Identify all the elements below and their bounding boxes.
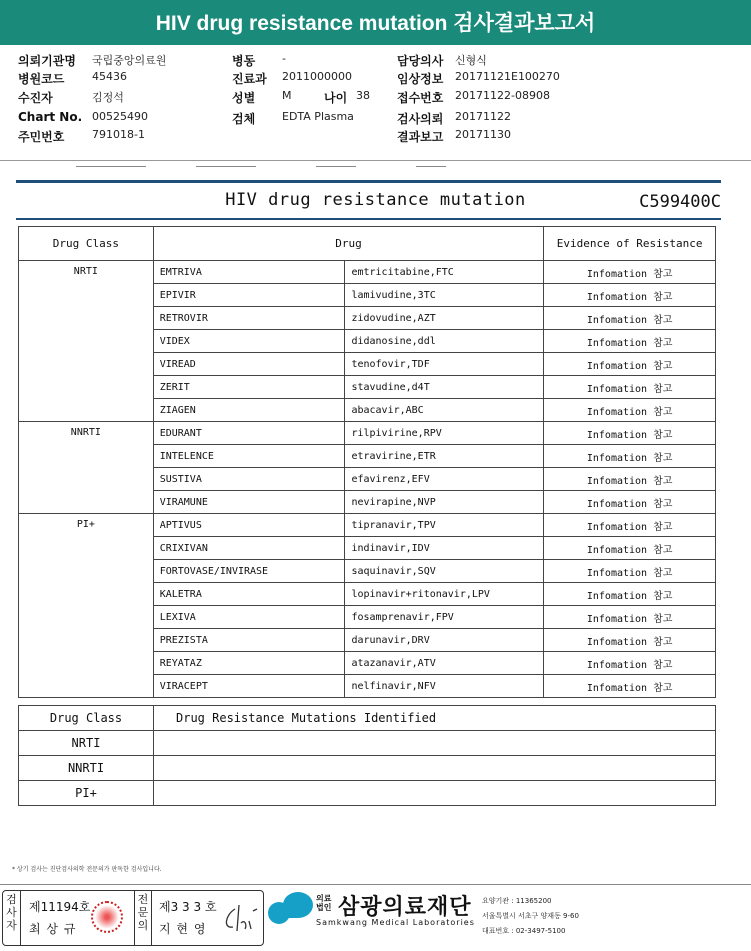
inspector-name: 최 상 규	[29, 922, 77, 936]
specialist-label: 전문의	[134, 891, 152, 945]
evidence-cell: Infomation 참고	[544, 560, 716, 583]
brand-name-cell: INTELENCE	[153, 445, 345, 468]
generic-name-cell: efavirenz,EFV	[345, 468, 544, 491]
evidence-cell: Infomation 참고	[544, 307, 716, 330]
generic-name-cell: etravirine,ETR	[345, 445, 544, 468]
column-header-drug: Drug	[153, 227, 544, 261]
mutations-cell	[154, 731, 716, 756]
evidence-cell: Infomation 참고	[544, 514, 716, 537]
brand-name-cell: APTIVUS	[153, 514, 345, 537]
inspector-license: 제11194호	[29, 900, 91, 914]
mutation-table	[18, 705, 716, 806]
drug-class-cell: NNRTI	[19, 422, 154, 514]
title-rule-bottom	[16, 218, 721, 220]
brand-name-cell: CRIXIVAN	[153, 537, 345, 560]
drug-class-cell: PI+	[19, 514, 154, 698]
brand-name-cell: VIDEX	[153, 330, 345, 353]
brand-name-cell: RETROVIR	[153, 307, 345, 330]
drug-class-cell: NRTI	[19, 731, 154, 756]
info-value: M	[282, 89, 292, 102]
info-label: 결과보고	[397, 130, 444, 144]
info-label: 병동	[232, 54, 256, 68]
info-value: 20171122-08908	[455, 89, 550, 102]
generic-name-cell: fosamprenavir,FPV	[345, 606, 544, 629]
evidence-cell: Infomation 참고	[544, 330, 716, 353]
logo-circle	[268, 902, 290, 924]
signature-box	[2, 890, 264, 946]
logo-text: SML	[272, 924, 287, 931]
info-label: 수진자	[18, 91, 53, 105]
brand-name-cell: EDURANT	[153, 422, 345, 445]
generic-name-cell: atazanavir,ATV	[345, 652, 544, 675]
info-value: 김정석	[92, 91, 124, 104]
brand-name-cell: VIRACEPT	[153, 675, 345, 698]
org-address: 서울특별시 서초구 양재동 9-60	[482, 912, 579, 920]
info-value: 20171130	[455, 128, 511, 141]
brand-name-cell: PREZISTA	[153, 629, 345, 652]
org-name: 삼광의료재단	[338, 895, 472, 920]
evidence-cell: Infomation 참고	[544, 376, 716, 399]
org-info	[482, 894, 579, 939]
table-row	[19, 756, 716, 781]
footer	[0, 884, 751, 951]
info-label: 담당의사	[397, 54, 444, 68]
footer-divider	[0, 884, 751, 885]
info-value: 45436	[92, 70, 127, 83]
brand-name-cell: EPIVIR	[153, 284, 345, 307]
brand-name-cell: KALETRA	[153, 583, 345, 606]
evidence-cell: Infomation 참고	[544, 284, 716, 307]
generic-name-cell: stavudine,d4T	[345, 376, 544, 399]
column-header-drug-class: Drug Class	[19, 706, 154, 731]
evidence-cell: Infomation 참고	[544, 261, 716, 284]
brand-name-cell: ZERIT	[153, 376, 345, 399]
generic-name-cell: rilpivirine,RPV	[345, 422, 544, 445]
info-label: 성별	[232, 91, 256, 105]
column-header-evidence: Evidence of Resistance	[544, 227, 716, 261]
generic-name-cell: saquinavir,SQV	[345, 560, 544, 583]
evidence-cell: Infomation 참고	[544, 399, 716, 422]
generic-name-cell: didanosine,ddl	[345, 330, 544, 353]
evidence-cell: Infomation 참고	[544, 353, 716, 376]
org-prefix: 의료법인	[316, 894, 332, 912]
brand-name-cell: FORTOVASE/INVIRASE	[153, 560, 345, 583]
test-code: C599400C	[639, 192, 721, 212]
drug-class-cell: NNRTI	[19, 756, 154, 781]
brand-name-cell: ZIAGEN	[153, 399, 345, 422]
brand-name-cell: SUSTIVA	[153, 468, 345, 491]
mutations-cell	[154, 781, 716, 806]
column-header-drug-class: Drug Class	[19, 227, 154, 261]
info-value: 791018-1	[92, 128, 145, 141]
document-title: HIV drug resistance mutation	[225, 190, 526, 210]
report-title: HIV drug resistance mutation 검사결과보고서	[0, 0, 751, 45]
specialist-license: 제3 3 3 호	[159, 900, 217, 914]
table-row	[19, 781, 716, 806]
info-value: 38	[356, 89, 370, 102]
brand-name-cell: VIREAD	[153, 353, 345, 376]
title-rule-top	[16, 180, 721, 183]
info-value: 국립중앙의료원	[92, 54, 167, 67]
patient-info	[0, 48, 751, 158]
inspector-label: 검사자	[3, 891, 21, 945]
seal-stamp	[91, 901, 123, 933]
specialist-name: 지 현 영	[159, 922, 207, 936]
column-header-mutations: Drug Resistance Mutations Identified	[154, 706, 716, 731]
generic-name-cell: nelfinavir,NFV	[345, 675, 544, 698]
info-label: 나이	[324, 91, 348, 105]
brand-name-cell: REYATAZ	[153, 652, 345, 675]
info-label: 검사의뢰	[397, 112, 444, 126]
evidence-cell: Infomation 참고	[544, 675, 716, 698]
evidence-cell: Infomation 참고	[544, 652, 716, 675]
table-row	[19, 514, 716, 537]
table-row	[19, 422, 716, 445]
generic-name-cell: tipranavir,TPV	[345, 514, 544, 537]
info-value: 신형식	[455, 54, 487, 67]
evidence-cell: Infomation 참고	[544, 583, 716, 606]
drug-class-cell: PI+	[19, 781, 154, 806]
info-value: EDTA Plasma	[282, 110, 354, 123]
info-value: 20171122	[455, 110, 511, 123]
brand-name-cell: LEXIVA	[153, 606, 345, 629]
info-label: 의뢰기관명	[18, 54, 76, 68]
generic-name-cell: tenofovir,TDF	[345, 353, 544, 376]
table-row	[19, 731, 716, 756]
generic-name-cell: nevirapine,NVP	[345, 491, 544, 514]
generic-name-cell: lamivudine,3TC	[345, 284, 544, 307]
evidence-cell: Infomation 참고	[544, 629, 716, 652]
brand-name-cell: EMTRIVA	[153, 261, 345, 284]
info-label: 검체	[232, 112, 256, 126]
org-phone: 대표번호 : 02-3497-5100	[482, 927, 566, 935]
info-label: 임상정보	[397, 72, 444, 86]
evidence-cell: Infomation 참고	[544, 491, 716, 514]
org-code: 요양기관 : 11365200	[482, 897, 552, 905]
info-value: 2011000000	[282, 70, 352, 83]
divider	[0, 160, 751, 161]
generic-name-cell: emtricitabine,FTC	[345, 261, 544, 284]
drug-class-cell: NRTI	[19, 261, 154, 422]
generic-name-cell: abacavir,ABC	[345, 399, 544, 422]
evidence-cell: Infomation 참고	[544, 445, 716, 468]
signature	[221, 901, 261, 937]
generic-name-cell: indinavir,IDV	[345, 537, 544, 560]
info-label: 진료과	[232, 72, 267, 86]
generic-name-cell: zidovudine,AZT	[345, 307, 544, 330]
info-value: -	[282, 52, 286, 65]
info-label: 접수번호	[397, 91, 444, 105]
info-label: 병원코드	[18, 72, 65, 86]
mutations-cell	[154, 756, 716, 781]
evidence-cell: Infomation 참고	[544, 606, 716, 629]
brand-name-cell: VIRAMUNE	[153, 491, 345, 514]
table-row	[19, 261, 716, 284]
info-value: 00525490	[92, 110, 148, 123]
evidence-cell: Infomation 참고	[544, 468, 716, 491]
info-value: 20171121E100270	[455, 70, 560, 83]
evidence-cell: Infomation 참고	[544, 422, 716, 445]
info-label: 주민번호	[18, 130, 65, 144]
footnote: * 상기 검사는 진단검사의학 전문의가 판독한 검사입니다.	[12, 866, 162, 873]
generic-name-cell: darunavir,DRV	[345, 629, 544, 652]
evidence-cell: Infomation 참고	[544, 537, 716, 560]
generic-name-cell: lopinavir+ritonavir,LPV	[345, 583, 544, 606]
cut-off-row	[16, 162, 726, 174]
info-label: Chart No.	[18, 110, 83, 124]
org-english-name: Samkwang Medical Laboratories	[316, 918, 475, 927]
drug-table	[18, 226, 716, 698]
